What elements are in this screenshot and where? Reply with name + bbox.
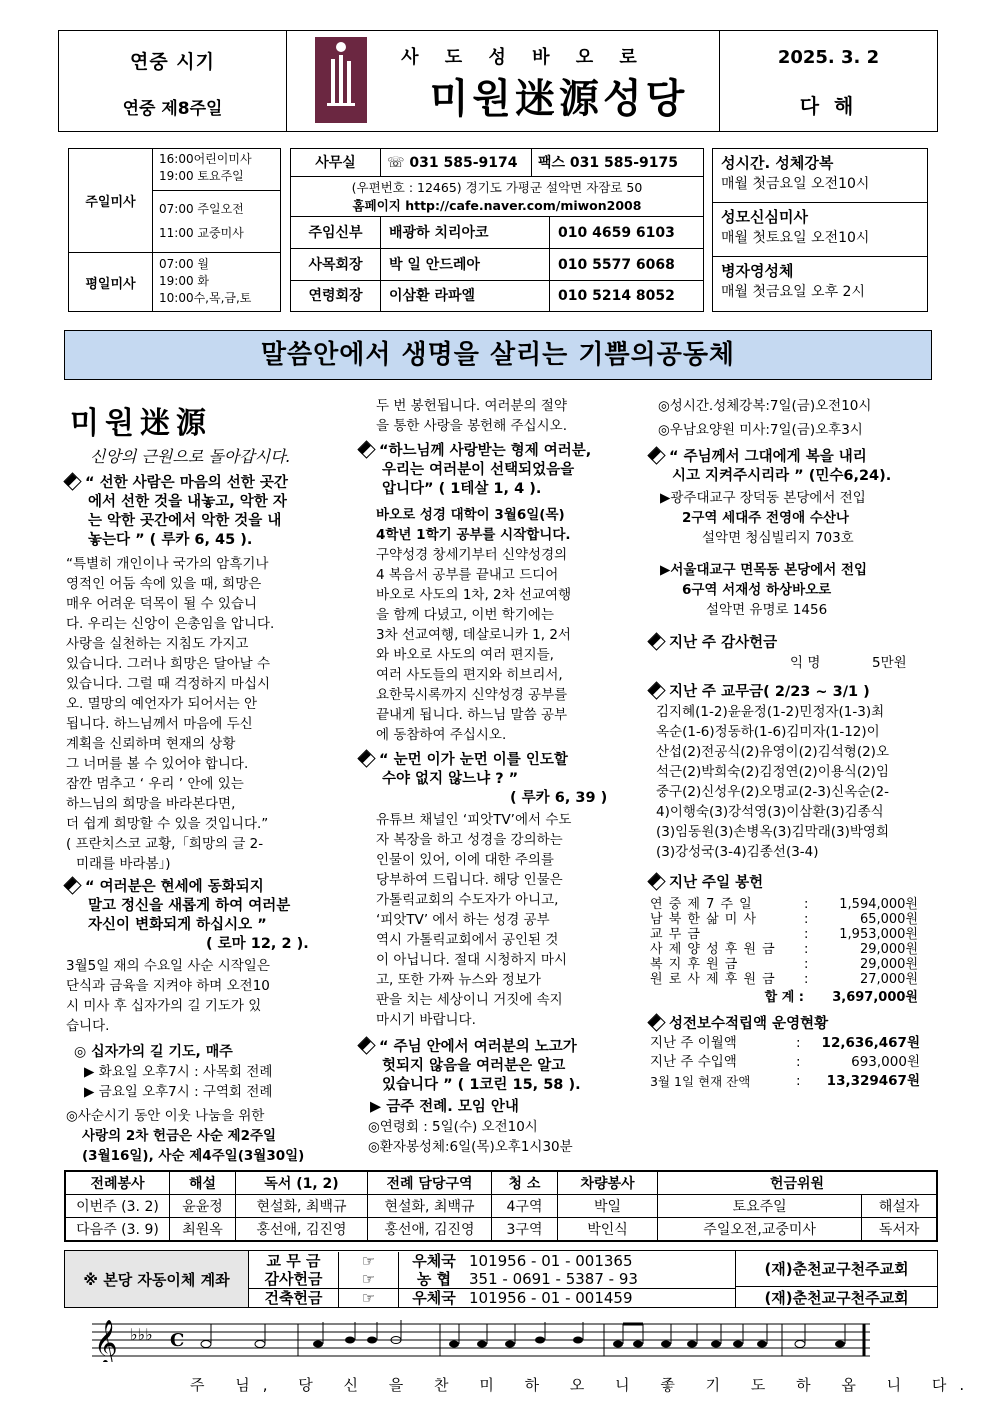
warning-notice: 유튜브 채널인 ‘피앗TV’에서 수도 자 복장을 하고 성경을 강의하는 인물이 있어, 이에 대한 주의를 당부하여 드립니다. 해당 인물은 가톨릭교회의 수도자가 아니고, ‘피앗TV’ 에서 하는 성경 공부 역시 가톨릭교회에서 공인된 것 이 아닙니다. 절대 시청하지 마시 고, 또한 가짜 뉴스와 정보가 판을 치는 세상이니 거짓에 속지 마시기 바랍니다.	[376, 812, 572, 1028]
column-header: 해설	[170, 1172, 236, 1195]
mass-time: 07:00 월	[159, 257, 209, 271]
duty-row	[66, 1195, 937, 1218]
new-member-2: ▶서울대교구 면목동 본당에서 전입 6구역 서재성 하상바오로 설악면 유명로 1456	[660, 562, 868, 618]
diamond-bullet-icon	[647, 1013, 665, 1031]
devotion-schedule	[712, 148, 928, 312]
svg-text:C: C	[170, 1330, 185, 1351]
diamond-bullet-icon	[63, 472, 81, 490]
diamond-bullet-icon	[357, 440, 375, 458]
table-cell: 현설화, 최백규	[236, 1195, 368, 1218]
bulletin-date: 2025. 3. 2	[777, 47, 880, 68]
account-label: ※ 본당 자동이체 계좌	[65, 1251, 249, 1307]
thanks-offering-row	[650, 653, 932, 673]
meeting-item: ◎성시간.성체강복:7일(금)오전10시	[658, 398, 872, 414]
fund-heading: 성전보수적립액 운영현황	[650, 1015, 932, 1034]
bible-study-notice: 바오로 성경 대학이 3월6일(목) 4학년 1학기 공부를 시작합니다. 구약성경 창세기부터 신약성경의 4 복음서 공부를 끝내고 드디어 바오로 사도의 1차, 2차 선교여행 을 함께 다녔고, 이번 학기에는 3차 선교여행, 데살로니카 1, 2서 와 바오로 사도의 여러 편지들, 여러 사도들의 편지와 히브리서, 요한묵시록까지 신약성경 공부를 끝내게 됩니다. 하느님 말씀 공부 에 동참하여 주십시오.	[376, 507, 572, 743]
table-cell: 3구역	[492, 1218, 558, 1241]
church-name: 미원迷源성당	[429, 75, 689, 122]
devotion-detail: 매월 첫토요일 오전10시	[721, 230, 870, 246]
staff-name: 박 일 안드레아	[389, 257, 480, 273]
date-cell	[719, 31, 937, 131]
table-cell: 주일오전,교중미사	[658, 1218, 862, 1241]
scripture-heading: “ 눈먼 이가 눈먼 이를 인도할 수야 없지 않느냐 ? ” ( 루카 6, 39 )	[360, 751, 642, 808]
way-of-cross-tue: ▶ 화요일 오후7시 : 사목회 전례	[84, 1064, 273, 1080]
offering-row: 교 무 금 : 1,953,000원	[650, 927, 918, 942]
staff-row	[291, 281, 703, 311]
season-label: 연중 시기	[129, 51, 216, 73]
staff-role: 주임신부	[291, 217, 381, 248]
amount: 5만원	[872, 655, 907, 671]
dues-list: 김지혜(1-2)윤윤정(1-2)민정자(1-3)최 옥순(1-6)정동하(1-6)김미자(1-12)이 산섭(2)전공식(2)유영이(2)김석형(2)오 석근(2)박희숙(2)김정연(2)이용식(2)임 중구(2)신성우(2)오명교(2-3)신옥순(2- 4)이행숙(3)강석영(3)이삼환(3)김종식 (3)임동원(3)손병옥(3)김막래(3)박영희 (3)강성국(3-4)김종선(3-4)	[656, 704, 890, 860]
music-staff	[92, 1318, 872, 1362]
sunday-mass-label: 주일미사	[69, 149, 153, 253]
column-header: 전례봉사	[66, 1172, 170, 1195]
way-of-cross-title: ◎ 십자가의 길 기도, 매주	[74, 1044, 233, 1060]
mass-time: 10:00수,목,금,토	[159, 291, 252, 305]
office-phone: ☏ 031 585-9174	[387, 155, 518, 171]
church-logo-icon	[315, 37, 367, 123]
column-1	[66, 474, 356, 1166]
way-of-cross-fri: ▶ 금요일 오후7시 : 구역회 전례	[84, 1084, 273, 1100]
week-label: 연중 제8주일	[122, 99, 223, 119]
mass-schedule	[68, 148, 281, 312]
devotion-title: 성시간. 성체강복	[721, 154, 834, 172]
staff-name: 이삼환 라파엘	[389, 288, 476, 304]
devotion-item	[713, 203, 927, 257]
offering-row: 남 북 한 삶 미 사 : 65,000원	[650, 912, 918, 927]
lent-notice: 3월5일 재의 수요일 사순 시작일은 단식과 금육을 지켜야 하며 오전10 시 미사 후 십자가의 길 기도가 있 습니다.	[66, 958, 270, 1034]
staff-row	[291, 249, 703, 281]
diamond-bullet-icon	[357, 749, 375, 767]
pope-quote: “특별히 개인이나 국가의 암흑기나 영적인 어둠 속에 있을 때, 희망은 매우 어려운 덕목이 될 수 있습니 다. 우리는 신앙이 은총임을 압니다. 사랑을 실천하는 지침도 가지고 있습니다. 그러나 희망은 달아날 수 있습니다. 그럴 때 걱정하지 마십시 오. 멸망의 예언자가 되어서는 안 됩니다. 하느님께서 마음에 두신 계획을 신뢰하며 현재의 상황 그 너머를 볼 수 있어야 합니다. 잠깐 멈추고 ‘ 우리 ’ 안에 있는 하느님의 희망을 바라본다면, 더 쉽게 희망할 수 있을 것입니다.” ( 프란치스코 교황,「희망의 글 2- 미래를 바라봄」)	[66, 556, 275, 872]
scripture-heading: “ 여러분은 현세에 동화되지 말고 정신을 새롭게 하여 여러분 자신이 변화되게 하십시오 ” ( 로마 12, 2 ).	[66, 878, 356, 954]
fund-row: 3월 1일 현재 잔액 : 13,329467원	[650, 1073, 920, 1089]
dues-heading: 지난 주 교무금( 2/23 ~ 3/1 )	[650, 683, 932, 702]
scripture-heading: “ 선한 사람은 마음의 선한 곳간 에서 선한 것을 내놓고, 악한 자 는 악한 곳간에서 악한 것을 내 놓는다 ” ( 루카 6, 45 ).	[66, 474, 356, 550]
offering-row: 연 중 제 7 주 일 : 1,594,000원	[650, 897, 918, 912]
new-member-1: ▶광주대교구 장덕동 본당에서 전입 2구역 세대주 전영애 수산나 설악면 청심빌리지 703호	[660, 490, 866, 546]
scripture-heading: “ 주님께서 그대에게 복을 내리 시고 지켜주시리라 ” (민수6,24).	[650, 448, 932, 486]
table-cell: 이번주 (3. 2)	[66, 1195, 170, 1218]
motto-block	[70, 398, 350, 467]
devotion-item	[713, 149, 927, 203]
tagline: 사 도 성 바 오 로	[401, 47, 647, 68]
lent-collection-notice: ◎사순시기 동안 이웃 나눔을 위한 사랑의 2차 헌금은 사순 제2주일 (3월16일), 사순 제4주일(3월30일)	[66, 1108, 305, 1164]
diamond-bullet-icon	[647, 872, 665, 890]
account-row: 감사헌금 ☞ 농 협 351 - 0691 - 5387 - 93	[249, 1270, 735, 1288]
office-homepage[interactable]: 홈페이지 http://cafe.naver.com/miwon2008	[352, 198, 642, 213]
table-cell: 홍선애, 김진영	[368, 1218, 492, 1241]
account-holder: (재)춘천교구천주교회	[735, 1251, 937, 1287]
motto-banner: 말씀안에서 생명을 살리는 기쁨의공동체	[64, 330, 932, 380]
column-header: 차량봉사	[558, 1172, 658, 1195]
fund-table	[650, 1034, 932, 1091]
office-label: 사무실	[291, 149, 381, 176]
header-box	[58, 30, 938, 132]
offering-total: 합 계 : 3,697,000원	[764, 990, 918, 1005]
devotion-detail: 매월 첫금요일 오전10시	[721, 176, 870, 192]
table-cell: 다음주 (3. 9)	[66, 1218, 170, 1241]
column-header: 청 소	[492, 1172, 558, 1195]
diamond-bullet-icon	[357, 1036, 375, 1054]
table-cell: 박일	[558, 1195, 658, 1218]
office-phone-row	[291, 149, 703, 177]
donor: 익 명	[790, 655, 821, 671]
staff-role: 연령회장	[291, 281, 381, 311]
thanks-offering-heading: 지난 주 감사헌금	[650, 634, 932, 653]
weekly-meetings-title: ▶ 금주 전례. 모임 안내	[370, 1099, 519, 1115]
devotion-detail: 매월 첫금요일 오후 2시	[721, 284, 865, 300]
devotion-item	[713, 257, 927, 311]
staff-phone: 010 4659 6103	[549, 217, 675, 248]
office-address-row	[291, 177, 703, 217]
column-2	[360, 396, 642, 1157]
devotion-title: 병자영성체	[721, 262, 794, 280]
weekday-mass-times	[153, 253, 280, 311]
meeting-item: ◎우남요양원 미사:7일(금)오후3시	[658, 422, 863, 438]
motto-title: 미원迷源	[70, 406, 212, 441]
mass-time: 19:00 화	[159, 274, 209, 288]
mass-time: 19:00 토요주일	[159, 169, 244, 183]
scripture-heading: “하느님께 사랑받는 형제 여러분, 우리는 여러분이 선택되었음을 압니다” ( 1테살 1, 4 ).	[360, 442, 642, 499]
liturgical-cycle: 다 해	[799, 94, 858, 118]
diamond-bullet-icon	[63, 876, 81, 894]
diamond-bullet-icon	[647, 632, 665, 650]
meeting-item: ◎환자봉성체:6일(목)오후1시30분	[368, 1139, 573, 1155]
sunday-mass-times-1	[153, 149, 280, 191]
season-cell	[59, 31, 287, 131]
devotion-title: 성모신심미사	[721, 208, 808, 226]
column-header: 독서 (1, 2)	[236, 1172, 368, 1195]
offering-row: 복 지 후 원 금 : 29,000원	[650, 957, 918, 972]
offering-heading: 지난 주일 봉헌	[650, 874, 932, 893]
table-cell: 현설화, 최백규	[368, 1195, 492, 1218]
hymn-lyrics: 주 님, 당 신 을 찬 미 하 오 니 좋 기 도 하 옵 니 다.	[190, 1376, 978, 1394]
svg-text:𝄞: 𝄞	[94, 1320, 118, 1362]
svg-text:♭♭♭: ♭♭♭	[130, 1325, 153, 1344]
meeting-item: ◎연령회 : 5일(수) 오전10시	[368, 1119, 538, 1135]
office-info	[290, 148, 704, 312]
table-cell: 홍선애, 김진영	[236, 1218, 368, 1241]
mass-time: 07:00 주일오전	[159, 202, 244, 216]
account-row: 건축헌금 ☞ 우체국 101956 - 01 - 001459	[249, 1288, 735, 1307]
diamond-bullet-icon	[647, 446, 665, 464]
fund-row: 지난 주 이월액 : 12,636,467원	[650, 1035, 920, 1051]
account-rows	[249, 1251, 735, 1307]
mass-time: 11:00 교중미사	[159, 226, 244, 240]
staff-phone: 010 5577 6068	[549, 249, 675, 280]
sunday-mass-times-2	[153, 195, 280, 253]
staff-name: 배광하 치리아코	[389, 225, 489, 241]
staff-phone: 010 5214 8052	[549, 281, 675, 311]
staff-role: 사목회장	[291, 249, 381, 280]
office-fax: 팩스 031 585-9175	[531, 149, 678, 176]
diamond-bullet-icon	[647, 681, 665, 699]
mass-time: 16:00어린이미사	[159, 152, 252, 166]
table-cell: 윤윤정	[170, 1195, 236, 1218]
table-cell: 박인식	[558, 1218, 658, 1241]
duty-row	[66, 1218, 937, 1241]
collection-continued: 두 번 봉헌됩니다. 여러분의 절약 을 통한 사랑을 봉헌해 주십시오.	[376, 398, 567, 434]
offering-row: 사 제 양 성 후 원 금 : 29,000원	[650, 942, 918, 957]
table-cell: 해설자	[862, 1195, 937, 1218]
fund-row: 지난 주 수입액 : 693,000원	[650, 1054, 920, 1070]
column-header: 전례 담당구역	[368, 1172, 492, 1195]
account-row: 교 무 금 ☞ 우체국 101956 - 01 - 001365	[249, 1252, 735, 1270]
column-3	[650, 396, 932, 1091]
table-cell: 4구역	[492, 1195, 558, 1218]
table-cell: 독서자	[862, 1218, 937, 1241]
table-cell: 최원옥	[170, 1218, 236, 1241]
table-cell: 토요주일	[658, 1195, 862, 1218]
scripture-heading: “ 주님 안에서 여러분의 노고가 헛되지 않음을 여러분은 알고 있습니다 ” ( 1코린 15, 58 ).	[360, 1038, 642, 1095]
duty-table	[64, 1170, 938, 1242]
offering-row: 원 로 사 제 후 원 금 : 27,000원	[650, 972, 918, 987]
column-header: 헌금위원	[658, 1172, 937, 1195]
staff-row	[291, 217, 703, 249]
office-address: (우편번호 : 12465) 경기도 가평군 설악면 자잠로 50	[351, 180, 643, 195]
auto-transfer-accounts	[64, 1250, 938, 1308]
offering-table	[650, 897, 932, 1005]
weekday-mass-label: 평일미사	[69, 253, 153, 311]
duty-header-row	[66, 1172, 937, 1195]
motto-subtitle: 신앙의 근원으로 돌아갑시다.	[90, 447, 291, 466]
account-holder: (재)춘천교구천주교회	[735, 1287, 937, 1307]
